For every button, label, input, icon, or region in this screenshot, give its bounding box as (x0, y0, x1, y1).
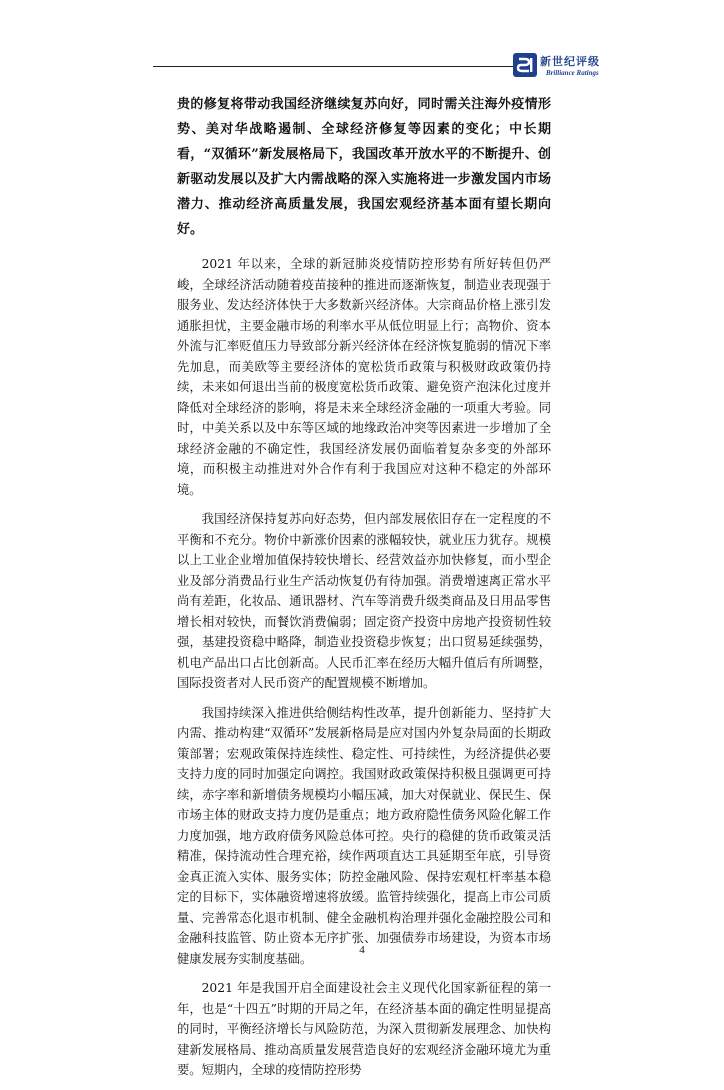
body-paragraph-1: 2021 年以来，全球的新冠肺炎疫情防控形势有所好转但仍严峻，全球经济活动随着疫苗接种的推进而逐渐恢复，制造业表现强于服务业、发达经济体快于大多数新兴经济体。大宗商品价格上涨引发通胀担忧，主要金融市场的利率水平从低位明显上行；高物价、资本外流与汇率贬值压力导致部分新兴经济体在经济恢复脆弱的情况下率先加息，而美欧等主要经济体的宽松货币政策与积极财政政策仍持续，未来如何退出当前的极度宽松货币政策、避免资产泡沫化过度并降低对全球经济的影响，将是未来全球经济金融的一项重大考验。同时，中美关系以及中东等区域的地缘政治冲突等因素进一步增加了全球经济金融的不确定性，我国经济发展仍面临着复杂多变的外部环境，而积极主动推进对外合作有利于我国应对这种不稳定的外部环境。 (177, 257, 551, 497)
body-paragraph-2: 我国经济保持复苏向好态势，但内部发展依旧存在一定程度的不平衡和不充分。物价中新涨价因素的涨幅较快，就业压力犹存。规模以上工业企业增加值保持较快增长、经营效益亦加快修复，而小型企业及部分消费品行业生产活动恢复仍有待加强。消费增速离正常水平尚有差距，化妆品、通讯器材、汽车等消费升级类商品及日用品零售增长相对较快，而餐饮消费偏弱；固定资产投资中房地产投资韧性较强，基建投资稳中略降，制造业投资稳步恢复；出口贸易延续强势，机电产品出口占比创新高。人民币汇率在经历大幅升值后有所调整，国际投资者对人民币资产的配置规模不断增加。 (177, 512, 551, 690)
header-rule (153, 66, 513, 67)
body-paragraph-3: 我国持续深入推进供给侧结构性改革，提升创新能力、坚持扩大内需、推动构建“双循环”发展新格局是应对国内外复杂局面的长期政策部署；宏观政策保持连续性、稳定性、可持续性，为经济提供必要支持力度的同时加强定向调控。我国财政政策保持积极且强调更可持续，赤字率和新增债务规模均小幅压减，加大对保就业、保民生、保市场主体的财政支持力度仍是重点；地方政府隐性债务风险化解工作力度加强，地方政府债务风险总体可控。央行的稳健的货币政策灵活精准，保持流动性合理充裕，续作两项直达工具延期至年底，引导资金真正流入实体、服务实体；防控金融风险、保持宏观杠杆率基本稳定的目标下，实体融资增速将放缓。监管持续强化，提高上市公司质量、完善常态化退市机制、健全金融机构治理并强化金融控股公司和金融科技监管、防止资本无序扩张、加强债券市场建设，为资本市场健康发展夯实制度基础。 (177, 705, 551, 966)
page-number: 4 (359, 944, 365, 956)
logo-mark-icon (512, 52, 538, 78)
document-body (177, 92, 551, 1090)
body-paragraph-4: 2021 年是我国开启全面建设社会主义现代化国家新征程的第一年，也是“十四五”时期的开局之年，在经济基本面的确定性明显提高的同时，平衡经济增长与风险防范，为深入贯彻新发展理念、加快构建新发展格局、推动高质量发展营造良好的宏观经济金融环境尤为重要。短期内，全球的疫情防控形势 (177, 981, 551, 1077)
summary-paragraph: 贵的修复将带动我国经济继续复苏向好，同时需关注海外疫情形势、美对华战略遏制、全球经济修复等因素的变化；中长期看，“双循环”新发展格局下，我国改革开放水平的不断提升、创新驱动发展以及扩大内需战略的深入实施将进一步激发国内市场潜力、推动经济高质量发展，我国宏观经济基本面有望长期向好。 (177, 97, 551, 237)
logo-english-text: Brilliance Ratings (546, 69, 599, 77)
company-logo (512, 48, 622, 84)
logo-chinese-text: 新世纪评级 (540, 55, 600, 68)
